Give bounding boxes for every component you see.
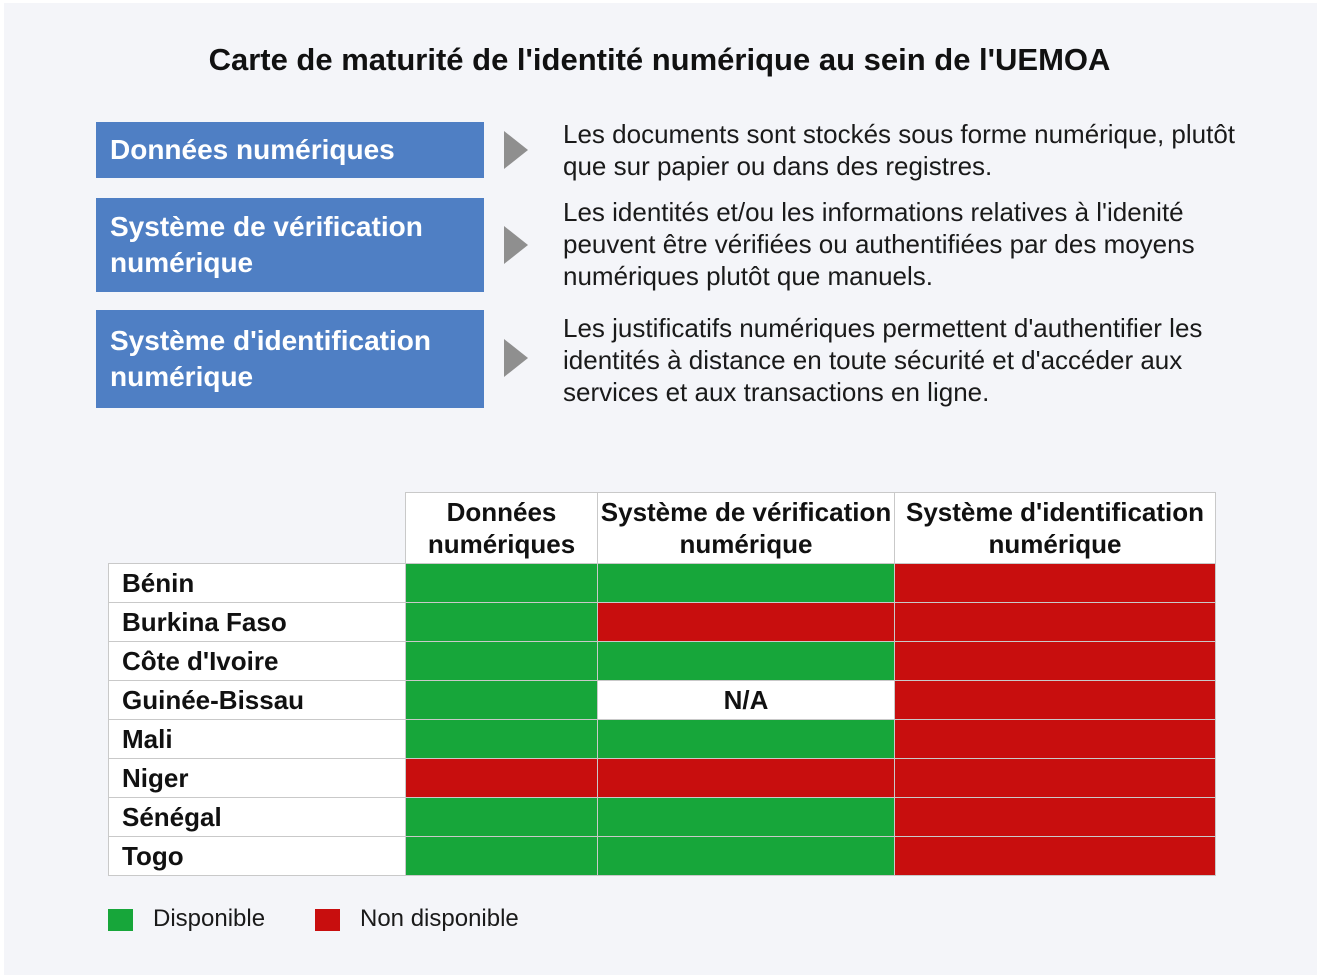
definition-text-identification: Les justificatifs numériques permettent d'authentifier les identités à distance en toute sécurité et d'accéder aux services et aux transactions en ligne. <box>563 313 1203 407</box>
status-cell <box>406 759 598 798</box>
status-cell <box>895 603 1216 642</box>
country-label: Togo <box>109 837 406 876</box>
page-title: Carte de maturité de l'identité numérique au sein de l'UEMOA <box>208 42 1111 77</box>
status-cell <box>406 642 598 681</box>
table-row <box>109 681 1216 720</box>
table-row <box>109 837 1216 876</box>
table-row <box>109 798 1216 837</box>
matrix-corner <box>109 493 406 564</box>
country-label: Sénégal <box>109 798 406 837</box>
status-cell <box>406 564 598 603</box>
legend-swatch-available <box>108 909 133 931</box>
column-header: Système d'identification numérique <box>895 493 1216 564</box>
status-cell <box>895 720 1216 759</box>
definition-text-donnees: Les documents sont stockés sous forme numérique, plutôt que sur papier ou dans des registres. <box>563 119 1236 181</box>
status-cell <box>895 642 1216 681</box>
status-cell <box>895 564 1216 603</box>
status-cell <box>895 837 1216 876</box>
legend-swatch-unavailable <box>315 909 340 931</box>
maturity-matrix <box>108 492 1216 876</box>
definition-label-verification: Système de vérification numérique <box>96 198 484 292</box>
country-label: Burkina Faso <box>109 603 406 642</box>
matrix-header-row <box>109 493 1216 564</box>
status-cell <box>598 642 895 681</box>
table-row <box>109 564 1216 603</box>
country-label: Guinée-Bissau <box>109 681 406 720</box>
country-label: Bénin <box>109 564 406 603</box>
column-header: Données numériques <box>406 493 598 564</box>
status-cell <box>895 798 1216 837</box>
status-cell <box>895 759 1216 798</box>
arrow-right-icon <box>504 131 528 169</box>
arrow-right-icon <box>504 339 528 377</box>
definition-label-identification: Système d'identification numérique <box>96 310 484 408</box>
legend-label-available: Disponible <box>153 905 266 932</box>
country-label: Mali <box>109 720 406 759</box>
table-row <box>109 603 1216 642</box>
legend-label-unavailable: Non disponible <box>360 905 519 932</box>
table-row <box>109 759 1216 798</box>
country-label: Côte d'Ivoire <box>109 642 406 681</box>
table-row <box>109 642 1216 681</box>
status-cell <box>406 720 598 759</box>
table-row <box>109 720 1216 759</box>
status-cell <box>598 798 895 837</box>
status-cell <box>598 759 895 798</box>
status-cell <box>598 564 895 603</box>
status-cell: N/A <box>598 681 895 720</box>
definition-text-verification: Les identités et/ou les informations relatives à l'idenité peuvent être vérifiées ou authentifiées par des moyens numériques plutôt que manuels. <box>563 197 1195 291</box>
status-cell <box>406 798 598 837</box>
status-cell <box>895 681 1216 720</box>
country-label: Niger <box>109 759 406 798</box>
status-cell <box>406 837 598 876</box>
definition-label-donnees: Données numériques <box>96 122 484 178</box>
status-cell <box>598 720 895 759</box>
status-cell <box>406 603 598 642</box>
status-cell <box>406 681 598 720</box>
status-cell <box>598 837 895 876</box>
arrow-right-icon <box>504 226 528 264</box>
status-cell <box>598 603 895 642</box>
column-header: Système de vérification numérique <box>598 493 895 564</box>
